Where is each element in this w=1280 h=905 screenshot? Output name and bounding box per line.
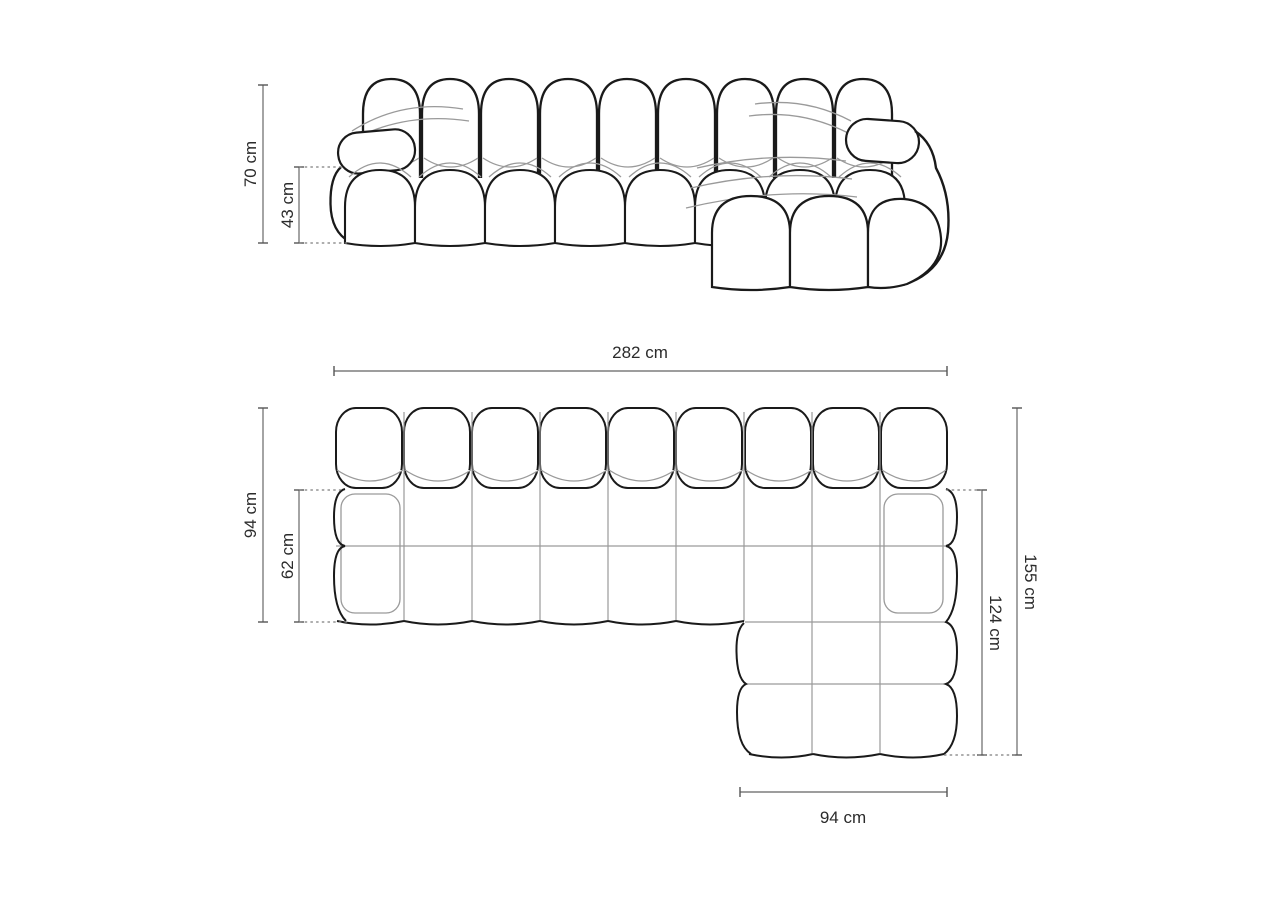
plan-right-armrest	[884, 494, 943, 613]
plan-left-armrest	[341, 494, 400, 613]
front-chaise-cushions	[712, 196, 941, 290]
dim-282cm-label: 282 cm	[612, 343, 668, 362]
front-view	[241, 79, 949, 290]
dim-62cm-label: 62 cm	[277, 532, 297, 580]
dim-94cm-depth-label: 94 cm	[240, 491, 260, 539]
plan-back-tufts	[337, 470, 946, 481]
dim-124cm-label: 124 cm	[986, 595, 1006, 651]
top-view	[241, 343, 1040, 827]
dim-70cm-label: 70 cm	[240, 140, 260, 188]
front-back-cushions	[363, 79, 892, 178]
front-dimensions	[258, 85, 350, 243]
plan-outline	[334, 489, 957, 758]
dim-43cm-label: 43 cm	[277, 181, 297, 229]
dim-94cm-chaise-label: 94 cm	[819, 808, 867, 827]
dim-155cm-label: 155 cm	[1021, 554, 1041, 610]
